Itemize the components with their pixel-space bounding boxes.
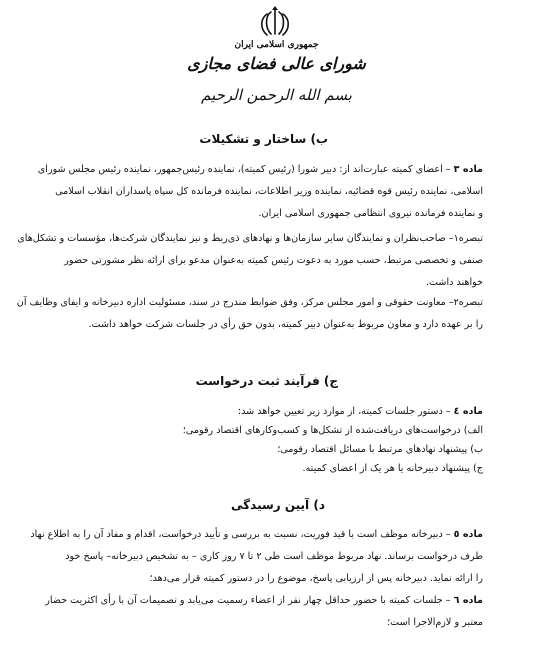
section-d-heading: د) آیین رسیدگی [231, 498, 325, 512]
article-5-line-3: را ارائه نماید. دبیرخانه پس از ارزیابی پاسخ، موضوع را در دستور کمیته قرار می‌دهد؛ [149, 573, 483, 584]
article-3-line-2: اسلامی، نماینده رئیس قوه قضائیه، نماینده وزیر اطلاعات، نماینده فرمانده کل سپاه پاسداران انقلاب اسلامی [55, 186, 483, 197]
organization-name: شورای عالی فضای مجازی [187, 54, 366, 73]
article-5-line-2: طرف درخواست برساند. نهاد مربوط موظف است طی ۲ تا ۷ روز کاری – به تشخیص دبیرخانه– پاسخ خود [65, 551, 483, 562]
article-4-item-b: ب) پیشنهاد نهادهای مرتبط با مسائل اقتصاد رقومی؛ [277, 444, 483, 455]
article-4-item-c: ج) پیشنهاد دبیرخانه یا هر یک از اعضای کمیته. [302, 463, 483, 474]
article-4-label: ماده ٤ [453, 406, 483, 417]
country-name: جمهوری اسلامی ایران [234, 40, 319, 50]
article-3-line-3: و نماینده فرمانده نیروی انتظامی جمهوری اسلامی ایران. [258, 208, 483, 219]
section-c-heading: ج) فرآیند ثبت درخواست [195, 374, 338, 388]
section-b-heading: ب) ساختار و تشکیلات [199, 132, 328, 146]
article-4-intro: ماده ٤ – دستور جلسات کمیته، از موارد زیر تعیین خواهد شد: [237, 406, 483, 417]
article-6-line-2: معتبر و لازم‌الاجرا است؛ [387, 617, 483, 628]
note-2-line-2: را بر عهده دارد و معاون مربوط به‌عنوان دبیر کمیته، بدون حق رأی در جلسات شرکت خواهد داشت. [88, 319, 483, 330]
article-6-label: ماده ٦ [453, 595, 483, 606]
article-4-item-a: الف) درخواست‌های دریافت‌شده از تشکل‌ها و کسب‌وکارهای اقتصاد رقومی؛ [182, 425, 483, 436]
note-1-line-2: صنفی و تخصصی مرتبط، حسب مورد به دعوت رئیس کمیته به‌عنوان مدعو برای ارائه نظر مشورتی حضور [64, 255, 483, 266]
article-3-label: ماده ۳ [453, 164, 483, 175]
article-6-line-1: ماده ٦ – جلسات کمیته با حضور حداقل چهار نفر از اعضاء رسمیت می‌یابد و تصمیمات آن با رأی اکثریت حضار [45, 595, 483, 606]
article-3-line-1: ماده ۳ – اعضای کمیته عبارت‌اند از: دبیر شورا (رئیس کمیته)، نماینده رئیس‌جمهور، نماینده رئیس مجلس شورای [37, 164, 483, 175]
iran-emblem-icon [257, 4, 293, 40]
note-1-line-3: خواهند داشت. [425, 277, 483, 288]
note-1-line-1: تبصره۱– صاحب‌نظران و نمایندگان سایر سازمان‌ها و نهادهای ذی‌ربط و نیز نمایندگان شرکت‌ها، مؤسسات و تشکل‌های [17, 233, 483, 244]
article-5-line-1: ماده ٥ – دبیرخانه موظف است با قید فوریت، نسبت به بررسی و تأیید درخواست، اقدام و مفاد آن را به اطلاع نهاد [30, 529, 483, 540]
article-5-label: ماده ٥ [453, 529, 483, 540]
note-2-line-1: تبصره۲– معاونت حقوقی و امور مجلس مرکز، وفق ضوابط مندرج در سند، مسئولیت اداره دبیرخانه و ایفای وظایف آن [16, 297, 483, 308]
bismillah: بسم الله الرحمن الرحیم [201, 86, 352, 104]
